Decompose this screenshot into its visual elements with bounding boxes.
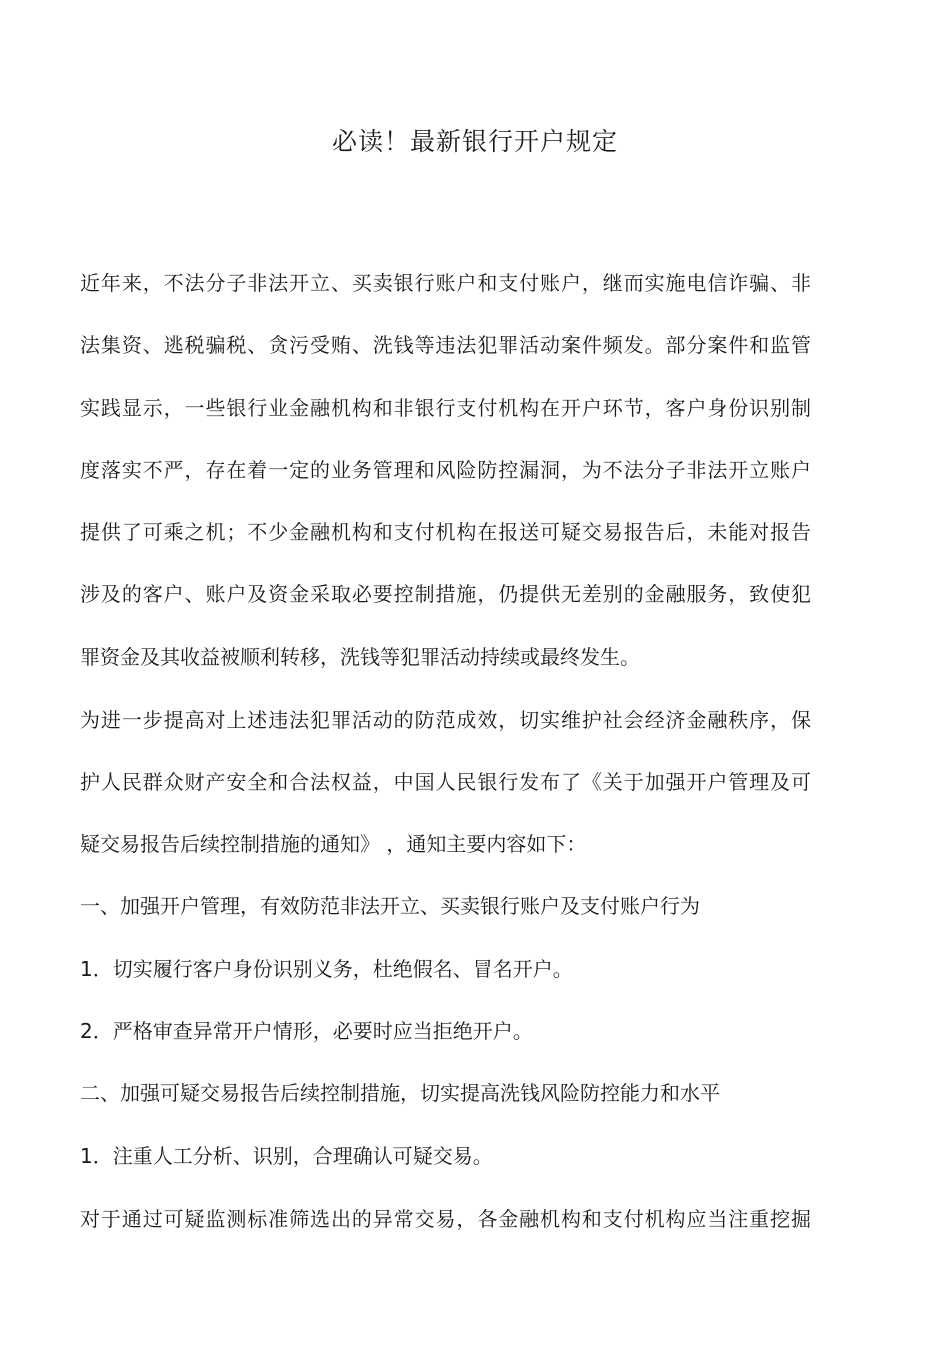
section-heading-1: 一、加强开户管理，有效防范非法开立、买卖银行账户及支付账户行为 [80, 894, 700, 918]
list-item-1-1: 1．切实履行客户身份识别义务，杜绝假名、冒名开户。 [80, 957, 573, 981]
paragraph-1-line-4: 度落实不严，存在着一定的业务管理和风险防控漏洞，为不法分子非法开立账户 [80, 458, 811, 482]
paragraph-1-line-6: 涉及的客户、账户及资金采取必要控制措施，仍提供无差别的金融服务，致使犯 [80, 582, 811, 606]
paragraph-2-line-3: 疑交易报告后续控制措施的通知》 ，通知主要内容如下： [80, 832, 587, 856]
list-item-2-1: 1．注重人工分析、识别，合理确认可疑交易。 [80, 1144, 493, 1168]
paragraph-1-line-1: 近年来，不法分子非法开立、买卖银行账户和支付账户，继而实施电信诈骗、非 [80, 271, 811, 295]
paragraph-2-line-1: 为进一步提高对上述违法犯罪活动的防范成效，切实维护社会经济金融秩序，保 [80, 708, 811, 732]
section-heading-2: 二、加强可疑交易报告后续控制措施，切实提高洗钱风险防控能力和水平 [80, 1081, 720, 1105]
paragraph-1-line-7: 罪资金及其收益被顺利转移，洗钱等犯罪活动持续或最终发生。 [80, 645, 640, 669]
paragraph-3-line-1: 对于通过可疑监测标准筛选出的异常交易，各金融机构和支付机构应当注重挖掘 [80, 1207, 811, 1231]
paragraph-1-line-3: 实践显示，一些银行业金融机构和非银行支付机构在开户环节，客户身份识别制 [80, 396, 811, 420]
paragraph-1-line-2: 法集资、逃税骗税、贪污受贿、洗钱等违法犯罪活动案件频发。部分案件和监管 [80, 333, 811, 357]
list-item-1-2: 2．严格审查异常开户情形，必要时应当拒绝开户。 [80, 1019, 533, 1043]
document-title: 必读！最新银行开户规定 [331, 127, 618, 156]
paragraph-2-line-2: 护人民群众财产安全和合法权益，中国人民银行发布了《关于加强开户管理及可 [80, 770, 811, 794]
paragraph-1-line-5: 提供了可乘之机；不少金融机构和支付机构在报送可疑交易报告后，未能对报告 [80, 520, 811, 544]
